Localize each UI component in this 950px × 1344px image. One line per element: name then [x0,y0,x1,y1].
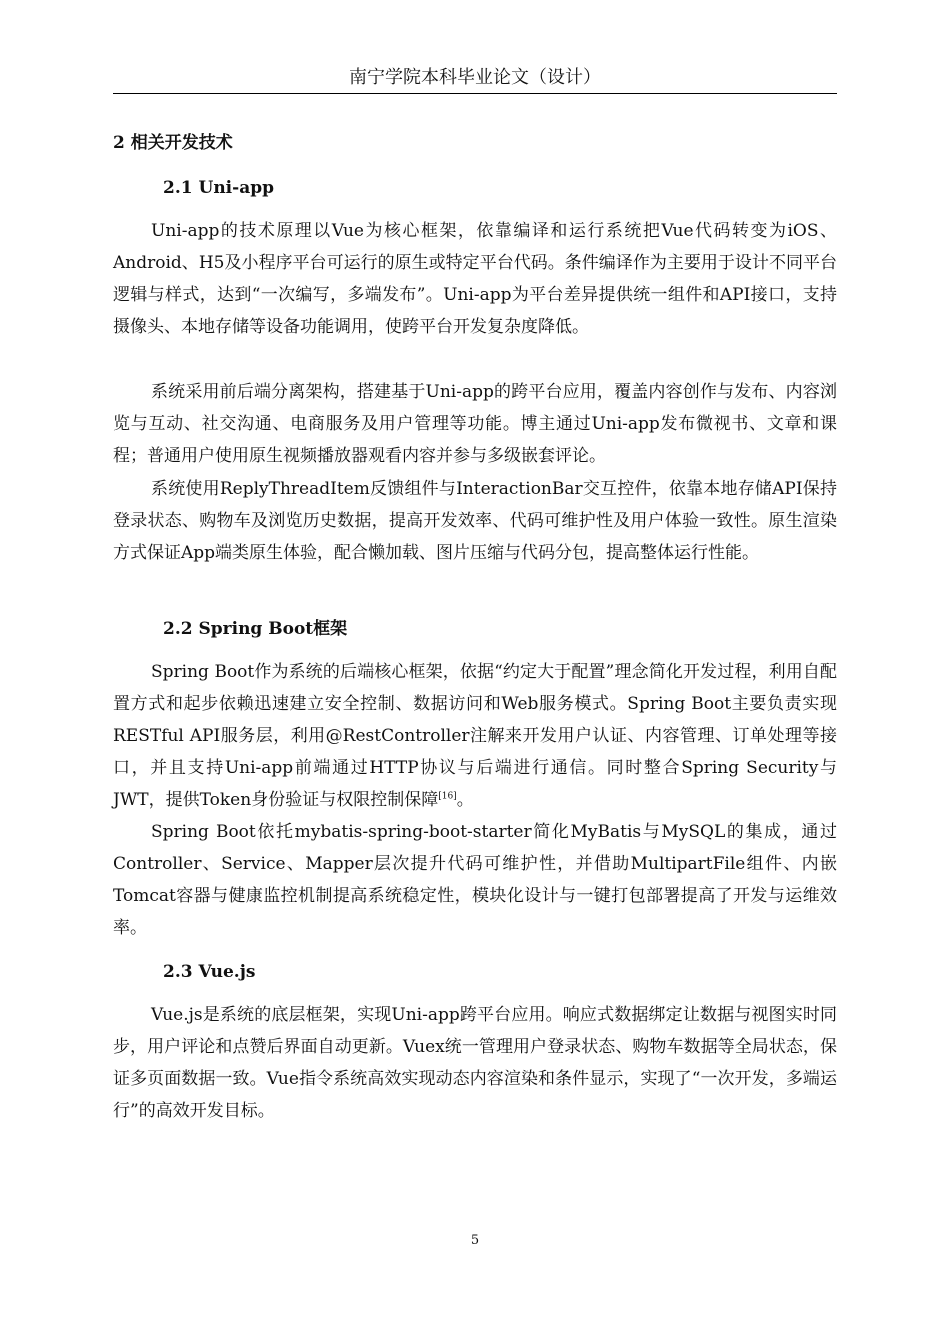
section-title: 2 相关开发技术 [113,133,233,153]
page-number: 5 [470,1233,480,1248]
paragraph-2-3-1: Vue.js是系统的底层框架，实现Uni-app跨平台应用。响应式数据绑定让数据与视图实时同步，用户评论和点赞后界面自动更新。Vuex统一管理用户登录状态、购物车数据等全局状态，保证多页面数据一致。Vue指令系统高效实现动态内容渲染和条件显示，实现了“一次开发，多端运行”的高效开发目标。 [113,1005,837,1121]
paragraph-2-1-1: Uni-app的技术原理以Vue为核心框架，依靠编译和运行系统把Vue代码转变为iOS、Android、H5及小程序平台可运行的原生或特定平台代码。条件编译作为主要用于设计不同平台逻辑与样式，达到“一次编写，多端发布”。Uni-app为平台差异提供统一组件和API接口，支持摄像头、本地存储等设备功能调用，使跨平台开发复杂度降低。 [113,221,837,337]
subsection-title-2-3: 2.3 Vue.js [163,962,256,982]
running-header: 南宁学院本科毕业论文（设计） [349,67,601,88]
paragraph-2-1-3: 系统使用ReplyThreadItem反馈组件与InteractionBar交互控件，依靠本地存储API保持登录状态、购物车及浏览历史数据，提高开发效率、代码可维护性及用户体验一致性。原生渲染方式保证App端类原生体验，配合懒加载、图片压缩与代码分包，提高整体运行性能。 [113,479,837,563]
subsection-title-2-2: 2.2 Spring Boot框架 [163,619,348,639]
paragraph-2-1-2: 系统采用前后端分离架构，搭建基于Uni-app的跨平台应用，覆盖内容创作与发布、内容浏览与互动、社交沟通、电商服务及用户管理等功能。博主通过Uni-app发布微视书、文章和课程；普通用户使用原生视频播放器观看内容并参与多级嵌套评论。 [113,382,837,466]
paragraph-2-2-1 [113,656,837,816]
paragraph-2-2-1-text: Spring Boot作为系统的后端核心框架，依据“约定大于配置”理念简化开发过程，利用自配置方式和起步依赖迅速建立安全控制、数据访问和Web服务模式。Spring Boot主要负责实现RESTful API服务层，利用@RestController注解来开发用户认证、内容管理、订单处理等接口，并且支持Uni-app前端通过HTTP协议与后端进行通信。同时整合Spring Security与JWT，提供Token身份验证与权限控制保障 [113,662,837,810]
citation-16: [16] [438,791,457,802]
paragraph-2-2-2: Spring Boot依托mybatis-spring-boot-starter简化MyBatis与MySQL的集成，通过Controller、Service、Mapper层次提升代码可维护性，并借助MultipartFile组件、内嵌Tomcat容器与健康监控机制提高系统稳定性，模块化设计与一键打包部署提高了开发与运维效率。 [113,822,837,938]
header-rule [113,93,837,94]
paragraph-2-2-1-tail: 。 [456,790,474,810]
subsection-title-2-1: 2.1 Uni-app [163,178,274,198]
